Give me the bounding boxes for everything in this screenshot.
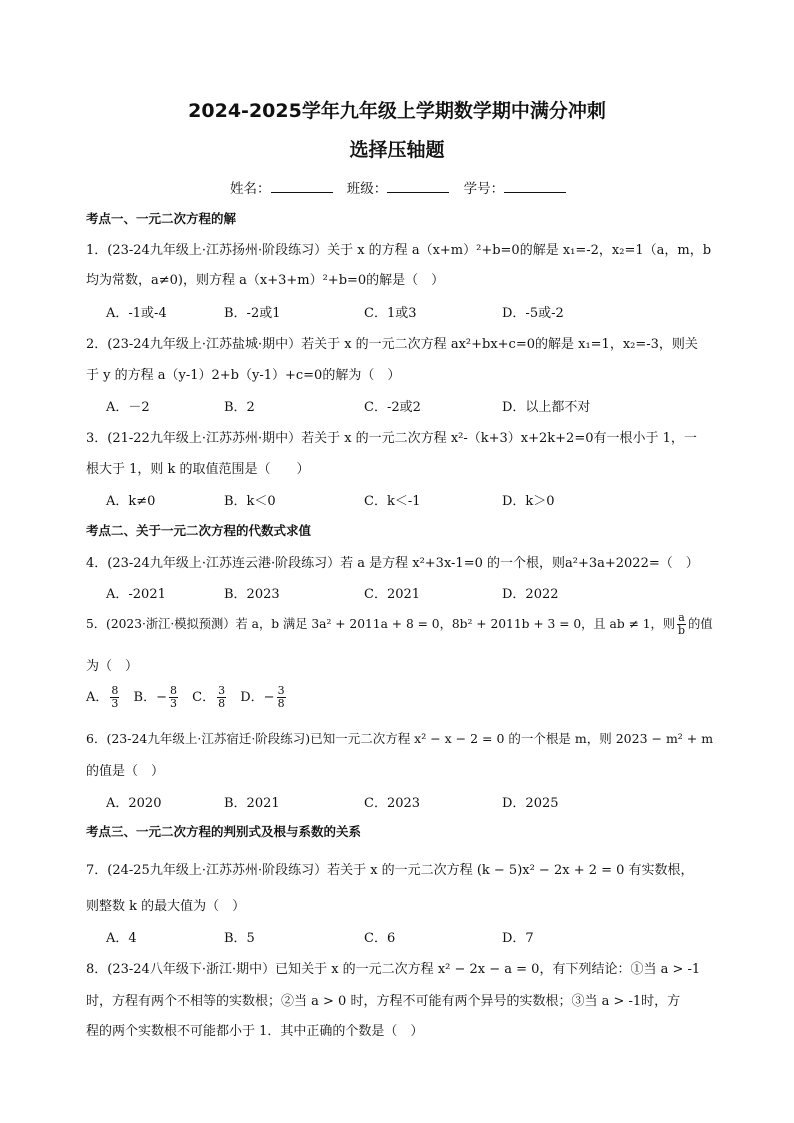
- class-label: 班级：: [346, 181, 388, 197]
- q4-line-1: 4．(23-24九年级上·江苏连云港·阶段练习）若 a 是方程 x²+3x-1=0 的一个根，则a²+3a+2022=（ ）: [86, 556, 699, 571]
- q5-text-b: 的值: [688, 617, 713, 631]
- q5-opt-d-fraction: [277, 685, 286, 710]
- q5-frac-num: a: [678, 611, 685, 624]
- q7-option-b[interactable]: B．5: [224, 931, 255, 946]
- q5-options: [86, 685, 296, 710]
- q2-line-2: 于 y 的方程 a（y-1）2+b（y-1）+c=0的解为（ ）: [86, 368, 401, 383]
- q6-line-2: 的值是（ ）: [86, 764, 165, 779]
- q5-option-a[interactable]: [86, 685, 121, 710]
- q5-opt-b-num: 8: [170, 684, 177, 697]
- q5-opt-b-fraction: [169, 685, 178, 710]
- q5-opt-a-den: 3: [111, 697, 119, 710]
- q7-line-1: 7．(24-25九年级上·江苏苏州·阶段练习）若关于 x 的一元二次方程 (k − 5)x² − 2x + 2 = 0 有实数根，: [86, 863, 694, 878]
- q5-opt-a-num: 8: [111, 684, 119, 697]
- q6-line-1: 6．(23-24九年级上·江苏宿迁·阶段练习)已知一元二次方程 x² − x − 2 = 0 的一个根是 m，则 2023 − m² + m: [86, 731, 714, 746]
- id-blank[interactable]: [504, 180, 566, 193]
- section-heading-3: 考点三、一元二次方程的判别式及根与系数的关系: [86, 824, 362, 839]
- q3-option-a[interactable]: A．k≠0: [106, 494, 156, 509]
- q3-option-b[interactable]: B．k＜0: [224, 494, 276, 509]
- q4-option-c[interactable]: C．2021: [364, 587, 421, 602]
- q1-option-d[interactable]: D．-5或-2: [502, 306, 564, 321]
- q7-option-c[interactable]: C．6: [364, 931, 396, 946]
- q5-option-c[interactable]: [192, 685, 228, 710]
- q1-option-b[interactable]: B．-2或1: [224, 306, 281, 321]
- q2-option-a[interactable]: A．－2: [106, 400, 150, 415]
- q5-option-b[interactable]: [134, 685, 180, 710]
- q3-line-1: 3．(21-22九年级上·江苏苏州·期中）若关于 x 的一元二次方程 x²-（k+3）x+2k+2=0有一根小于 1，一: [86, 431, 697, 446]
- exam-title: 2024-2025学年九年级上学期数学期中满分冲刺: [188, 100, 606, 122]
- q8-line-1: 8．(23-24八年级下·浙江·期中）已知关于 x 的一元二次方程 x² − 2x − a = 0，有下列结论：①当 a > -1: [86, 962, 701, 977]
- q6-option-a[interactable]: A．2020: [106, 796, 162, 811]
- q5-opt-a-fraction: [110, 685, 119, 710]
- q1-line-2: 均为常数，a≠0)，则方程 a（x+3+m）²+b=0的解是（ ）: [86, 273, 445, 288]
- q3-line-2: 根大于 1，则 k 的取值范围是（ ）: [86, 462, 310, 477]
- name-blank[interactable]: [271, 180, 333, 193]
- exam-subtitle: 选择压轴题: [349, 139, 445, 161]
- name-label: 姓名：: [230, 181, 271, 197]
- q6-option-d[interactable]: D．2025: [502, 796, 559, 811]
- class-blank[interactable]: [387, 180, 449, 193]
- q5-opt-c-fraction: [217, 685, 226, 710]
- q2-option-d[interactable]: D．以上都不对: [502, 400, 591, 415]
- q5-opt-a-label: A．: [86, 690, 109, 705]
- q5-opt-d-label: D．: [240, 690, 264, 705]
- q5-opt-d-num: 3: [277, 684, 285, 697]
- q5-opt-d-sign: −: [263, 690, 275, 705]
- q5-opt-c-den: 8: [218, 697, 226, 710]
- q2-line-1: 2．(23-24九年级上·江苏盐城·期中）若关于 x 的一元二次方程 ax²+bx+c=0的解是 x₁=1，x₂=-3，则关: [86, 337, 698, 352]
- q2-option-b[interactable]: B．2: [224, 400, 255, 415]
- q4-option-b[interactable]: B．2023: [224, 587, 280, 602]
- q5-opt-b-label: B．: [133, 690, 157, 705]
- q5-opt-b-den: 3: [170, 697, 177, 710]
- q5-option-d[interactable]: [240, 685, 287, 710]
- q6-option-b[interactable]: B．2021: [224, 796, 280, 811]
- q1-option-a[interactable]: A．-1或-4: [106, 306, 167, 321]
- q4-option-a[interactable]: A．-2021: [106, 587, 166, 602]
- q5-opt-c-num: 3: [218, 684, 226, 697]
- q5-opt-d-den: 8: [277, 697, 285, 710]
- q5-opt-b-sign: −: [156, 690, 167, 705]
- q1-option-c[interactable]: C．1或3: [364, 306, 417, 321]
- q1-line-1: 1．(23-24九年级上·江苏扬州·阶段练习）关于 x 的方程 a（x+m）²+b=0的解是 x₁=-2，x₂=1（a，m，b: [86, 243, 712, 258]
- section-heading-1: 考点一、一元二次方程的解: [86, 211, 237, 226]
- q3-option-c[interactable]: C．k＜-1: [364, 494, 421, 509]
- id-label: 学号：: [463, 181, 505, 197]
- q5-line-2: 为（ ）: [86, 659, 139, 674]
- q8-line-3: 程的两个实数根不可能都小于 1．其中正确的个数是（ ）: [86, 1024, 424, 1039]
- section-heading-2: 考点二、关于一元二次方程的代数式求值: [86, 523, 312, 538]
- q7-option-d[interactable]: D．7: [502, 931, 534, 946]
- q7-line-2: 则整数 k 的最大值为（ ）: [86, 899, 246, 914]
- q6-option-c[interactable]: C．2023: [364, 796, 421, 811]
- q8-line-2: 时，方程有两个不相等的实数根；②当 a > 0 时，方程不可能有两个异号的实数根；③当 a > -1时，方: [86, 994, 681, 1009]
- q4-option-d[interactable]: D．2022: [502, 587, 559, 602]
- q5-fraction-a-over-b: [677, 612, 686, 637]
- q5-frac-den: b: [678, 624, 686, 637]
- q5-line-1: [86, 612, 713, 637]
- q3-option-d[interactable]: D．k＞0: [502, 494, 555, 509]
- q5-text-a: 5．(2023·浙江·模拟预测）若 a，b 满足 3a² + 2011a + 8 = 0，8b² + 2011b + 3 = 0，且 ab ≠ 1，则: [86, 617, 676, 631]
- student-info-fields: [230, 177, 576, 197]
- q2-option-c[interactable]: C．-2或2: [364, 400, 421, 415]
- q7-option-a[interactable]: A．4: [106, 931, 137, 946]
- q5-opt-c-label: C．: [192, 690, 216, 705]
